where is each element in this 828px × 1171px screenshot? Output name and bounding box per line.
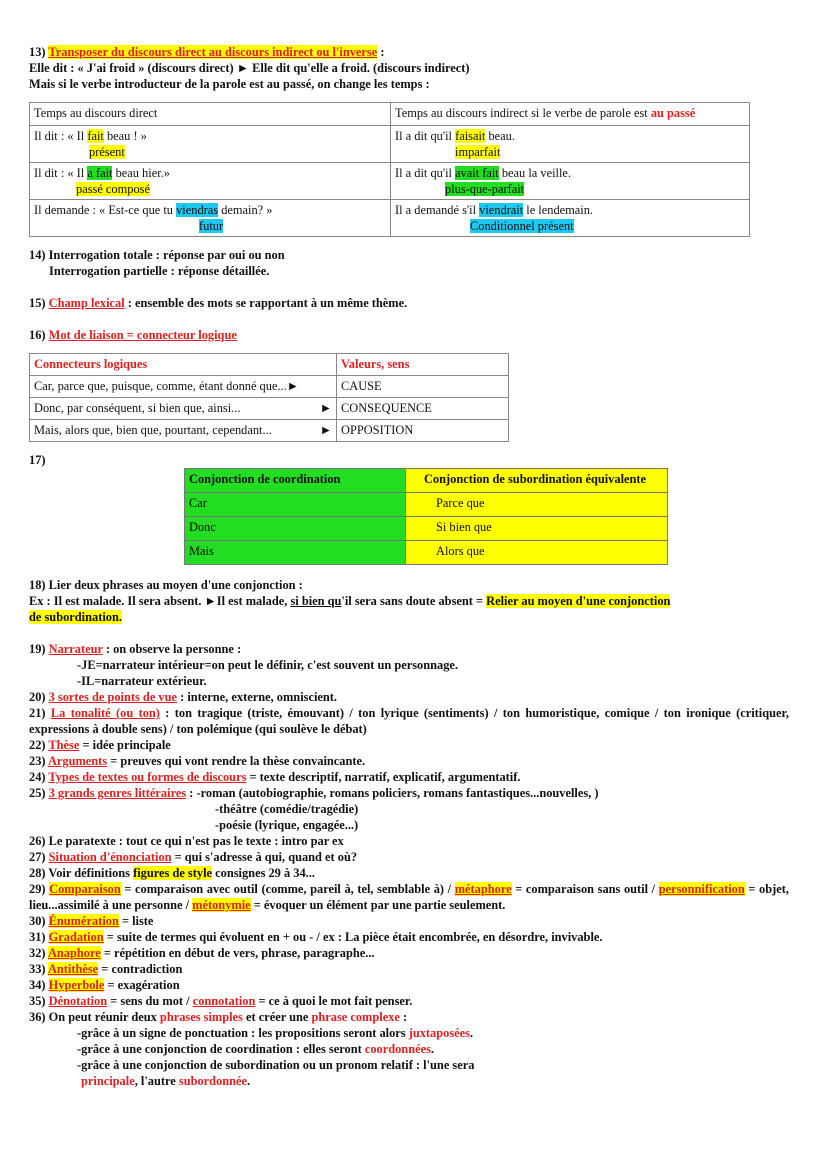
tense-table-header-right: Temps au discours indirect si le verbe de parole est au passé [391, 103, 750, 126]
section-30: 30) Énumération = liste [29, 914, 154, 928]
tense-table-cell: Il demande : « Est-ce que tu viendras demain? » futur [30, 200, 391, 237]
section-25: 25) 3 grands genres littéraires : -roman (autobiographie, romans policiers, romans fantastiques...nouvelles, ) [29, 786, 599, 800]
section-27: 27) Situation d'énonciation = qui s'adresse à qui, quand et où? [29, 850, 358, 864]
tense-table-header-left: Temps au discours direct [30, 103, 391, 126]
section-29: 29) Comparaison = comparaison avec outil (comme, pareil à, tel, semblable à) / métaphore = comparaison sans outil / personnification = objet, lieu...assimilé à une personne / métonymie = évoquer un élément par une partie seulement. [29, 882, 789, 912]
value-cell: CONSEQUENCE [337, 398, 509, 420]
section-31: 31) Gradation = suite de termes qui évoluent en + ou - / ex : La pièce était encombrée, en désordre, invivable. [29, 930, 603, 944]
connector-cell: Mais, alors que, bien que, pourtant, cependant... ► [30, 420, 337, 442]
section-26: 26) Le paratexte : tout ce qui n'est pas le texte : intro par ex [29, 834, 344, 848]
section-18-title: 18) Lier deux phrases au moyen d'une conjonction : [29, 578, 303, 592]
section-36-principale: principale, l'autre subordonnée. [81, 1074, 251, 1088]
section-15: 15) Champ lexical : ensemble des mots se rapportant à un même thème. [29, 296, 408, 310]
connector-cell: Car, parce que, puisque, comme, étant donné que...► [30, 376, 337, 398]
tense-table-cell: Il a dit qu'il avait fait beau la veille. plus-que-parfait [391, 163, 750, 200]
section-13-title: 13) Transposer du discours direct au discours indirect ou l'inverse : [29, 45, 385, 59]
conjunction-table [184, 468, 668, 565]
section-19-je: -JE=narrateur intérieur=on peut le définir, c'est souvent un personnage. [77, 658, 459, 672]
document-page [29, 44, 789, 1089]
section-18-example-cont: de subordination. [29, 610, 122, 624]
subordination-cell: Alors que [406, 541, 668, 565]
coordination-cell: Mais [185, 541, 406, 565]
tense-table-cell: Il a dit qu'il faisait beau. imparfait [391, 126, 750, 163]
value-cell: OPPOSITION [337, 420, 509, 442]
section-36-subordination: -grâce à une conjonction de subordination ou un pronom relatif : l'une sera [77, 1058, 475, 1072]
coordination-cell: Donc [185, 517, 406, 541]
coordination-header: Conjonction de coordination [185, 469, 406, 493]
tense-table-cell: Il a demandé s'il viendrait le lendemain. Conditionnel présent [391, 200, 750, 237]
subordination-cell: Parce que [406, 493, 668, 517]
section-13-example: Elle dit : « J'ai froid » (discours direct) ► Elle dit qu'elle a froid. (discours indirect) [29, 61, 470, 75]
section-28: 28) Voir définitions figures de style consignes 29 à 34... [29, 866, 315, 880]
section-36-juxtaposition: -grâce à un signe de ponctuation : les propositions seront alors juxtaposées. [77, 1026, 474, 1040]
section-36: 36) On peut réunir deux phrases simples et créer une phrase complexe : [29, 1010, 408, 1024]
tense-table-cell: Il dit : « Il a fait beau hier.» passé composé [30, 163, 391, 200]
section-23: 23) Arguments = preuves qui vont rendre la thèse convaincante. [29, 754, 366, 768]
value-cell: CAUSE [337, 376, 509, 398]
section-19-il: -IL=narrateur extérieur. [77, 674, 207, 688]
section-35: 35) Dénotation = sens du mot / connotation = ce à quoi le mot fait penser. [29, 994, 413, 1008]
section-19: 19) Narrateur : on observe la personne : [29, 642, 242, 656]
subordination-header: Conjonction de subordination équivalente [406, 469, 668, 493]
section-33: 33) Antithèse = contradiction [29, 962, 183, 976]
section-34: 34) Hyperbole = exagération [29, 978, 180, 992]
connector-cell: Donc, par conséquent, si bien que, ainsi... ► [30, 398, 337, 420]
section-14-line2: Interrogation partielle : réponse détaillée. [49, 264, 270, 278]
tense-table-cell: Il dit : « Il fait beau ! » présent [30, 126, 391, 163]
connectors-header: Connecteurs logiques [30, 354, 337, 376]
section-20: 20) 3 sortes de points de vue : interne, externe, omniscient. [29, 690, 338, 704]
tense-table [29, 102, 750, 237]
section-22: 22) Thèse = idée principale [29, 738, 171, 752]
section-21: 21) La tonalité (ou ton) : ton tragique (triste, émouvant) / ton lyrique (sentiments) / ton humoristique, comique / ton ironique (critiquer, expressions à double sens) / ton polémique (qui soulève le débat) [29, 706, 789, 736]
section-25-theatre: -théâtre (comédie/tragédie) [215, 802, 359, 816]
connectors-table [29, 353, 509, 442]
section-24: 24) Types de textes ou formes de discours = texte descriptif, narratif, explicatif, argumentatif. [29, 770, 521, 784]
section-17-number: 17) [29, 453, 46, 467]
subordination-cell: Si bien que [406, 517, 668, 541]
section-14-line1: 14) Interrogation totale : réponse par oui ou non [29, 248, 285, 262]
section-16-title: 16) Mot de liaison = connecteur logique [29, 328, 237, 342]
coordination-cell: Car [185, 493, 406, 517]
section-13-rule: Mais si le verbe introducteur de la parole est au passé, on change les temps : [29, 77, 430, 91]
section-25-poesie: -poésie (lyrique, engagée...) [215, 818, 359, 832]
section-32: 32) Anaphore = répétition en début de vers, phrase, paragraphe... [29, 946, 375, 960]
section-18-example: Ex : Il est malade. Il sera absent. ►Il est malade, si bien qu'il sera sans doute absent = Relier au moyen d'une conjonction [29, 594, 671, 608]
values-header: Valeurs, sens [337, 354, 509, 376]
section-36-coordination: -grâce à une conjonction de coordination : elles seront coordonnées. [77, 1042, 435, 1056]
